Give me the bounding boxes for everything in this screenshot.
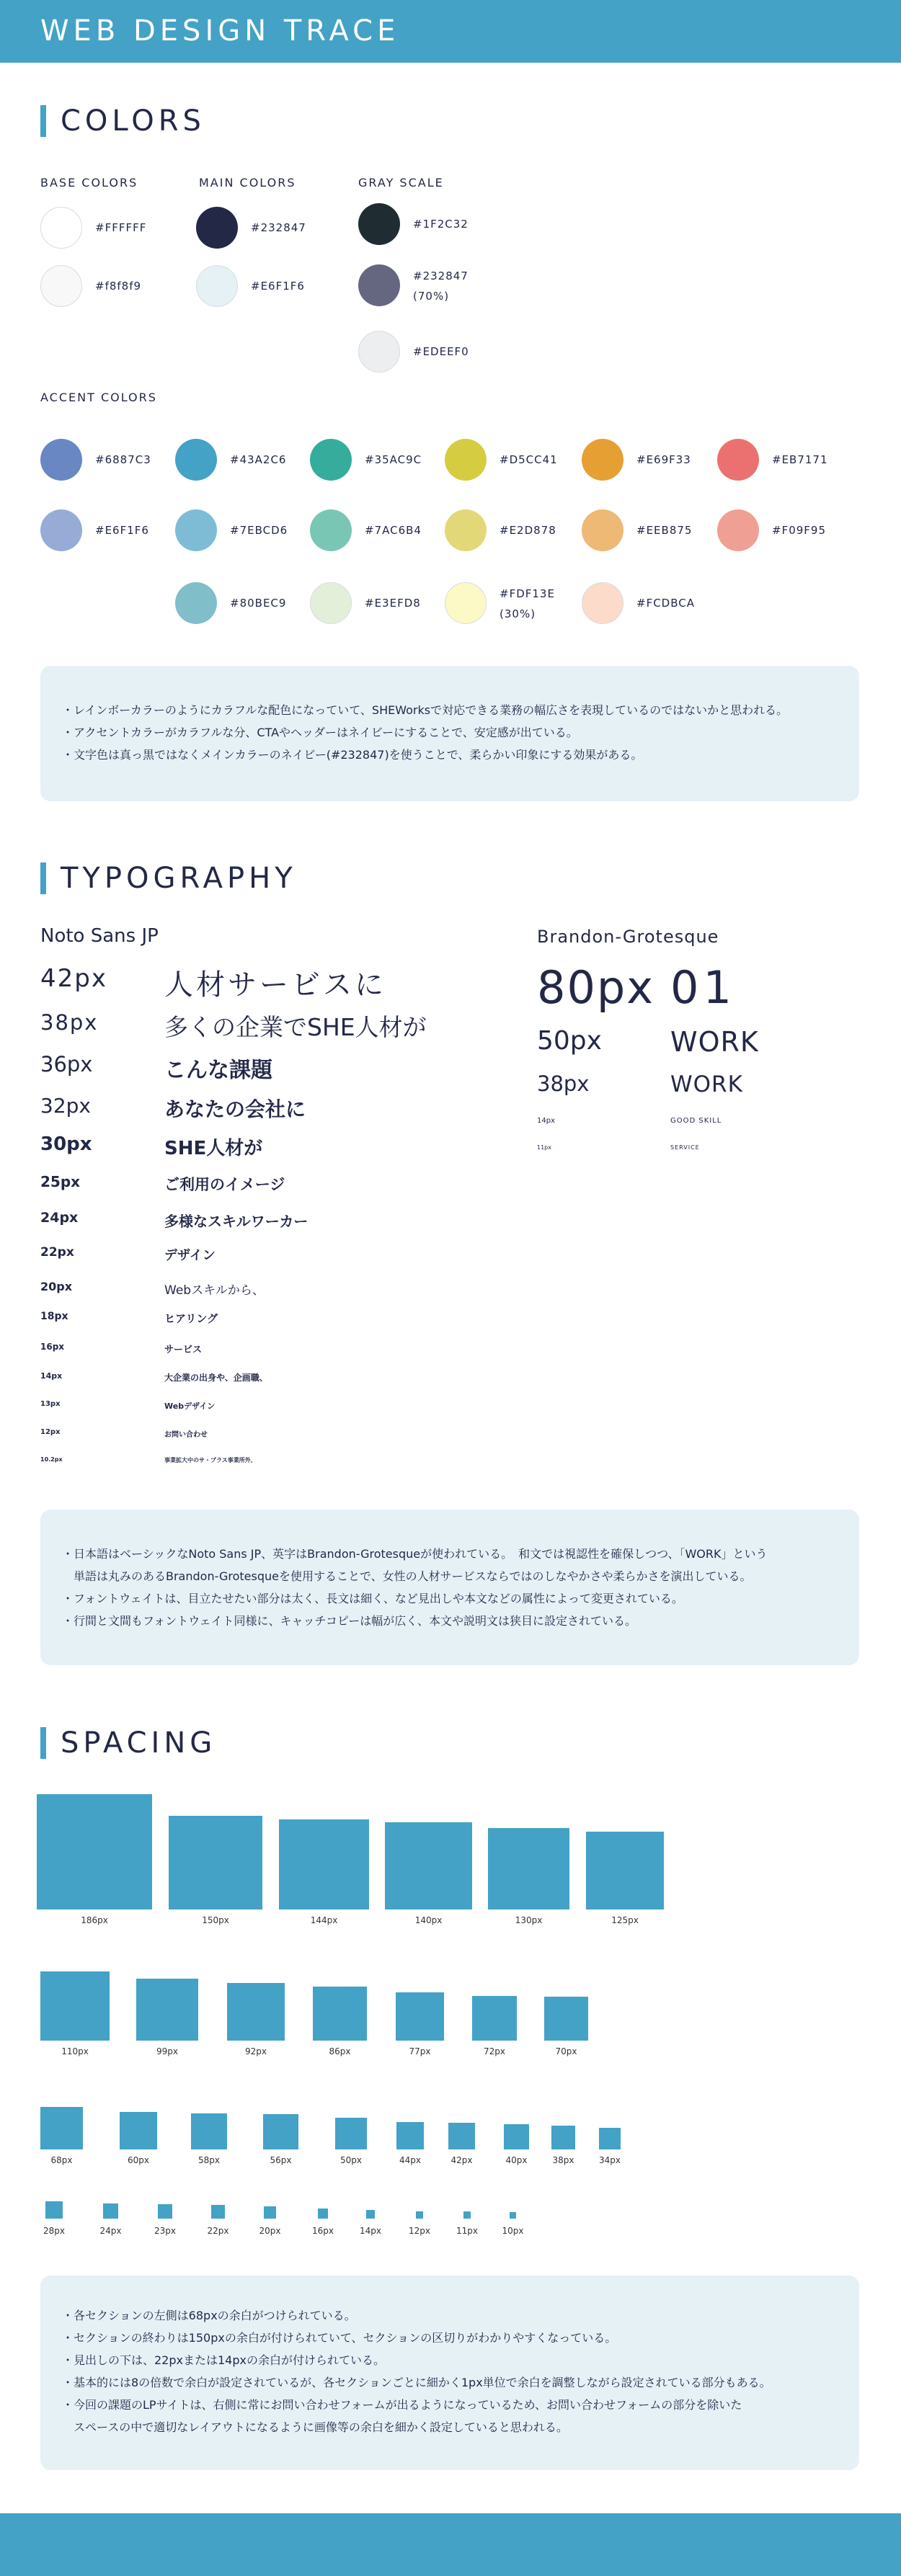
note-line: スペースの中で適切なレイアウトになるように画像等の余白を細かく設定していると思われる。 [62,2420,568,2434]
font-size-label: 12px [40,1428,61,1436]
spacing-block [279,1819,369,1909]
note-line: ・見出しの下は、22pxまたは14pxの余白が付けられている。 [62,2353,385,2367]
spacing-size-label: 86px [329,2046,351,2056]
color-swatch [717,509,759,551]
colors-heading: COLORS [40,105,205,137]
note-line: ・行間と文間もフォントウェイト同様に、キャッチコピーは幅が広く、本文や説明文は狭目に設定されている。 [62,1614,636,1628]
brandon-font-label: Brandon-Grotesque [537,927,719,947]
spacing-block [510,2212,516,2219]
color-hex-label: #E6F1F6 [95,524,149,537]
spacing-block [504,2124,529,2149]
color-hex-label: #EEB875 [636,524,693,537]
spacing-block [385,1822,472,1909]
main-colors-label: MAIN COLORS [199,176,296,190]
color-swatch [582,582,623,624]
spacing-size-label: 140px [414,1915,443,1925]
spacing-size-label: 56px [270,2155,292,2165]
typography-heading: TYPOGRAPHY [40,863,297,894]
base-colors-label: BASE COLORS [40,176,138,190]
color-hex-label: #6887C3 [95,453,151,466]
font-sample-text: お問い合わせ [164,1431,208,1439]
spacing-block [448,2123,475,2149]
spacing-block [396,2122,424,2149]
noto-font-label: Noto Sans JP [40,925,159,947]
spacing-size-label: 150px [202,1915,229,1925]
spacing-block [586,1832,664,1909]
spacing-size-label: 12px [409,2226,430,2236]
spacing-size-label: 110px [61,2046,89,2056]
font-size-label: 80px [537,961,654,1014]
color-swatch [196,207,238,249]
note-line: 単語は丸みのあるBrandon-Grotesqueを使用することで、女性の人材サービスならではのしなやかさや柔らかさを演出している。 [62,1569,752,1583]
spacing-block [396,1992,444,2041]
spacing-size-label: 144px [310,1915,338,1925]
spacing-size-label: 70px [555,2046,577,2056]
spacing-notes [40,2276,859,2470]
font-size-label: 20px [40,1280,73,1293]
spacing-size-label: 92px [245,2046,267,2056]
color-hex-label: #E3EFD8 [365,597,421,610]
font-sample-text: SERVICE [670,1144,700,1151]
font-sample-text: デザイン [164,1247,216,1263]
accent-colors-label: ACCENT COLORS [40,391,157,404]
color-swatch [40,207,82,249]
font-sample-text: 多様なスキルワーカー [164,1212,309,1230]
color-swatch [445,439,487,481]
color-percent-label: (30%) [500,607,536,620]
font-size-label: 42px [40,964,107,993]
header-bar [0,0,901,63]
color-hex-label: #f8f8f9 [95,280,142,293]
spacing-size-label: 99px [156,2046,178,2056]
note-line: ・今回の課題のLPサイトは、右側に常にお問い合わせフォームが出るようになっているため、お問い合わせフォームの部分を除いた [62,2398,742,2412]
color-hex-label: #F09F95 [772,524,826,537]
font-size-label: 36px [40,1052,93,1077]
color-swatch [40,265,82,307]
spacing-block [40,2107,83,2149]
note-line: ・各セクションの左側は68pxの余白がつけられている。 [62,2309,356,2322]
font-sample-text: あなたの会社に [164,1097,306,1121]
spacing-block [120,2112,157,2149]
spacing-block [40,1971,110,2041]
color-swatch [196,265,238,307]
font-sample-text: 01 [670,961,736,1014]
spacing-size-label: 60px [128,2155,149,2165]
spacing-size-label: 16px [312,2226,334,2236]
color-hex-label: #EDEEF0 [413,345,469,358]
font-sample-text: WORK [670,1071,743,1097]
spacing-size-label: 14px [360,2226,381,2236]
colors-notes [40,666,859,801]
spacing-block [263,2114,298,2149]
spacing-block [488,1828,569,1909]
font-size-label: 16px [40,1342,65,1352]
spacing-block [366,2210,375,2219]
spacing-block [264,2206,276,2219]
font-size-label: 14px [40,1371,63,1381]
font-sample-text: GOOD SKILL [670,1117,722,1125]
spacing-size-label: 23px [154,2226,176,2236]
spacing-block [136,1979,198,2041]
spacing-size-label: 42px [450,2155,473,2165]
color-swatch [310,509,352,551]
color-hex-label: #E6F1F6 [251,280,305,293]
spacing-block [158,2204,172,2219]
font-sample-text: ご利用のイメージ [164,1175,285,1193]
font-size-label: 32px [40,1094,91,1118]
font-sample-text: Webスキルから、 [164,1283,265,1298]
font-size-label: 18px [40,1311,68,1322]
spacing-size-label: 11px [456,2226,478,2236]
spacing-size-label: 58px [198,2155,220,2165]
typography-notes [40,1510,859,1665]
spacing-block [45,2201,63,2219]
spacing-block [227,1983,285,2041]
font-size-label: 10.2px [40,1456,63,1463]
color-hex-label: #D5CC41 [500,453,558,466]
note-line: ・セクションの終わりは150pxの余白が付けられていて、セクションの区切りがわかりやすくなっている。 [62,2331,617,2345]
font-sample-text: サービス [164,1344,203,1355]
font-size-label: 22px [40,1245,74,1260]
color-hex-label: #80BEC9 [230,597,287,610]
font-size-label: 14px [537,1117,555,1125]
font-size-label: 50px [537,1026,602,1056]
color-swatch [175,439,217,481]
spacing-block [169,1816,262,1909]
spacing-size-label: 20px [259,2226,281,2236]
spacing-block [318,2209,328,2219]
font-sample-text: WORK [670,1026,759,1058]
spacing-size-label: 186px [81,1915,108,1925]
color-hex-label: #E69F33 [636,453,691,466]
spacing-block [335,2118,367,2149]
spacing-size-label: 10px [502,2226,524,2236]
note-line: ・フォントウェイトは、目立たせたい部分は太く、長文は細く、など見出しや本文などの属性によって変更されている。 [62,1592,683,1605]
spacing-size-label: 38px [552,2155,574,2165]
spacing-block [463,2211,471,2219]
spacing-block [313,1987,367,2041]
color-swatch [445,582,487,624]
color-swatch [358,203,400,245]
spacing-size-label: 34px [599,2155,621,2165]
spacing-block [416,2211,423,2219]
spacing-block [191,2113,227,2149]
color-swatch [40,509,82,551]
note-line: ・基本的には8の倍数で余白が設定されているが、各セクションごとに細かく1px単位で余白を調整しながら設定されている部分もある。 [62,2376,771,2389]
spacing-block [37,1794,152,1909]
spacing-size-label: 28px [43,2226,65,2236]
site-title: WEB DESIGN TRACE [40,14,400,48]
spacing-block [472,1996,517,2041]
color-hex-label: #FFFFFF [95,221,147,234]
spacing-size-label: 24px [99,2226,122,2236]
color-swatch [358,264,400,306]
color-percent-label: (70%) [413,290,450,303]
color-swatch [310,582,352,624]
font-size-label: 25px [40,1173,81,1190]
font-sample-text: ヒアリング [164,1311,218,1325]
font-sample-text: 多くの企業でSHE人材が [164,1013,427,1041]
font-sample-text: SHE人材が [164,1138,263,1159]
color-swatch [175,582,217,624]
color-hex-label: #35AC9C [365,453,422,466]
footer-bar [0,2513,901,2576]
spacing-size-label: 44px [399,2155,421,2165]
color-hex-label: #7AC6B4 [365,524,422,537]
font-size-label: 38px [40,1010,99,1035]
color-hex-label: #43A2C6 [230,453,287,466]
color-swatch [582,509,623,551]
font-sample-text: こんな課題 [164,1057,272,1083]
color-swatch [175,509,217,551]
color-hex-label: #232847 [413,269,469,282]
color-hex-label: #EB7171 [772,453,828,466]
color-swatch [445,509,487,551]
spacing-size-label: 50px [340,2155,362,2165]
spacing-heading: SPACING [40,1727,216,1759]
color-swatch [582,439,623,481]
font-sample-text: 大企業の出身や、企画職、 [164,1372,268,1383]
font-size-label: 24px [40,1210,79,1226]
spacing-size-label: 72px [484,2046,505,2056]
note-line: ・レインボーカラーのようにカラフルな配色になっていて、SHEWorksで対応できる業務の幅広さを表現しているのではないかと思われる。 [62,703,789,717]
color-hex-label: #7EBCD6 [230,524,288,537]
spacing-size-label: 125px [611,1915,639,1925]
font-sample-text: 事業拡大中のサ・プラス事業所外、 [164,1457,257,1463]
color-hex-label: #FCDBCA [636,597,695,610]
font-sample-text: Webデザイン [164,1401,216,1411]
color-hex-label: #1F2C32 [413,218,469,231]
font-sample-text: 人材サービスに [164,968,386,1002]
font-size-label: 11px [537,1144,551,1151]
spacing-block [599,2128,621,2149]
font-size-label: 13px [40,1400,61,1408]
spacing-block [544,1997,588,2041]
color-swatch [717,439,759,481]
spacing-block [551,2126,575,2149]
color-swatch [310,439,352,481]
note-line: ・日本語はベーシックなNoto Sans JP、英字はBrandon-Grotesqueが使われている。 和文では視認性を確保しつつ、「WORK」という [62,1547,768,1561]
gray-scale-label: GRAY SCALE [358,176,444,190]
color-hex-label: #FDF13E [500,587,555,600]
spacing-block [103,2203,118,2219]
color-swatch [40,439,82,481]
color-hex-label: #E2D878 [500,524,556,537]
spacing-size-label: 40px [505,2155,528,2165]
color-swatch [358,331,400,373]
spacing-size-label: 130px [515,1915,543,1925]
spacing-size-label: 22px [207,2226,229,2236]
spacing-size-label: 77px [409,2046,431,2056]
spacing-size-label: 68px [50,2155,73,2165]
font-size-label: 38px [537,1071,590,1096]
spacing-block [211,2205,225,2219]
note-line: ・文字色は真っ黒ではなくメインカラーのネイビー(#232847)を使うことで、柔らかい印象にする効果がある。 [62,748,643,762]
color-hex-label: #232847 [251,221,306,234]
font-size-label: 30px [40,1133,92,1155]
note-line: ・アクセントカラーがカラフルな分、CTAやヘッダーはネイビーにすることで、安定感が出ている。 [62,726,578,739]
